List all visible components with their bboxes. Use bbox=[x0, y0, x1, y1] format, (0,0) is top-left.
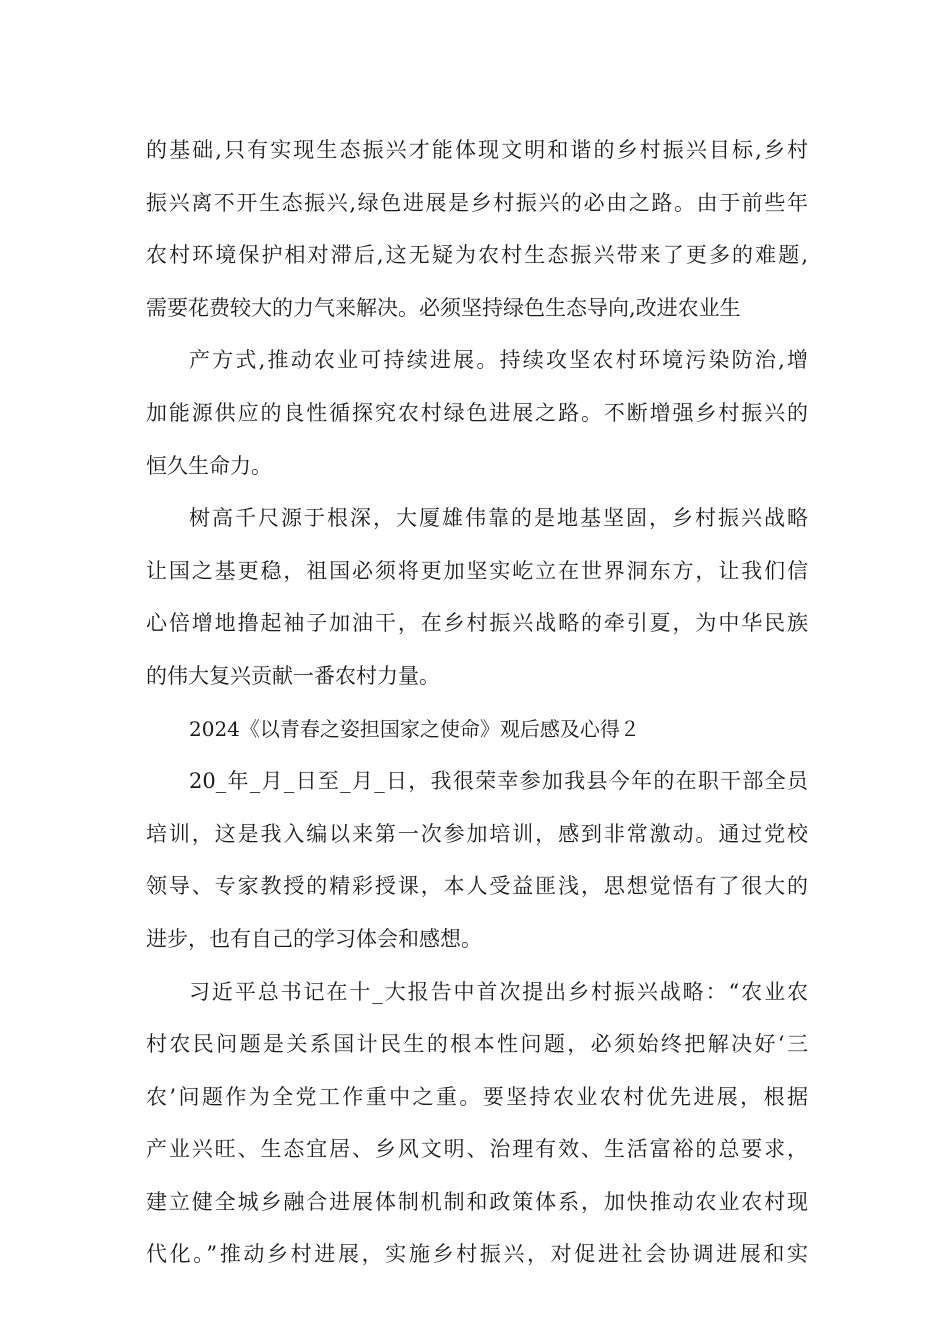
text-line: 建立健全城乡融合进展体制机制和政策体系，加快推动农业农村现 bbox=[146, 1189, 808, 1214]
paragraph-start-line: 20_年_月_日至_月_日，我很荣幸参加我县今年的在职干部全员 bbox=[189, 769, 808, 794]
text-line: 村农民问题是关系国计民生的根本性问题，必须始终把解决好‘三 bbox=[146, 1032, 808, 1057]
paragraph-start-line: 树高千尺源于根深，大厦雄伟靠的是地基坚固，乡村振兴战略 bbox=[189, 506, 808, 531]
text-line: 领导、专家教授的精彩授课，本人受益匪浅，思想觉悟有了很大的 bbox=[146, 874, 808, 899]
text-line: 培训，这是我入编以来第一次参加培训，感到非常激动。通过党校 bbox=[146, 821, 808, 846]
text-line: 加能源供应的良性循探究农村绿色进展之路。不断增强乡村振兴的 bbox=[146, 400, 808, 425]
section-heading: 2024《以青春之姿担国家之使命》观后感及心得２ bbox=[189, 716, 640, 741]
text-line: 农村环境保护相对滞后,这无疑为农村生态振兴带来了更多的难题, bbox=[146, 243, 808, 268]
text-line: 代化。”推动乡村进展，实施乡村振兴，对促进社会协调进展和实 bbox=[146, 1242, 808, 1267]
text-line: 进步，也有自己的学习体会和感想。 bbox=[146, 926, 482, 951]
paragraph-start-line: 习近平总书记在十_大报告中首次提出乡村振兴战略：“农业农 bbox=[189, 979, 808, 1004]
paragraph-start-line: 产方式,推动农业可持续进展。持续攻坚农村环境污染防治,增 bbox=[189, 348, 808, 373]
text-line: 产业兴旺、生态宜居、乡风文明、治理有效、生活富裕的总要求， bbox=[146, 1137, 808, 1162]
text-line: 心倍增地撸起袖子加油干，在乡村振兴战略的牵引夏，为中华民族 bbox=[146, 611, 808, 636]
body-text bbox=[146, 124, 808, 1281]
text-line: 的伟大复兴贡献一番农村力量。 bbox=[146, 663, 440, 688]
text-line: 需要花费较大的力气来解决。必须坚持绿色生态导向,改进农业生 bbox=[146, 295, 741, 320]
text-line: 农’问题作为全党工作重中之重。要坚持农业农村优先进展，根据 bbox=[146, 1084, 808, 1109]
text-line: 的基础,只有实现生态振兴才能体现文明和谐的乡村振兴目标,乡村 bbox=[146, 138, 808, 162]
text-line: 让国之基更稳，祖国必须将更加坚实屹立在世界洞东方，让我们信 bbox=[146, 558, 808, 583]
text-line: 振兴离不开生态振兴,绿色进展是乡村振兴的必由之路。由于前些年 bbox=[146, 190, 808, 215]
text-line: 恒久生命力。 bbox=[146, 453, 272, 478]
